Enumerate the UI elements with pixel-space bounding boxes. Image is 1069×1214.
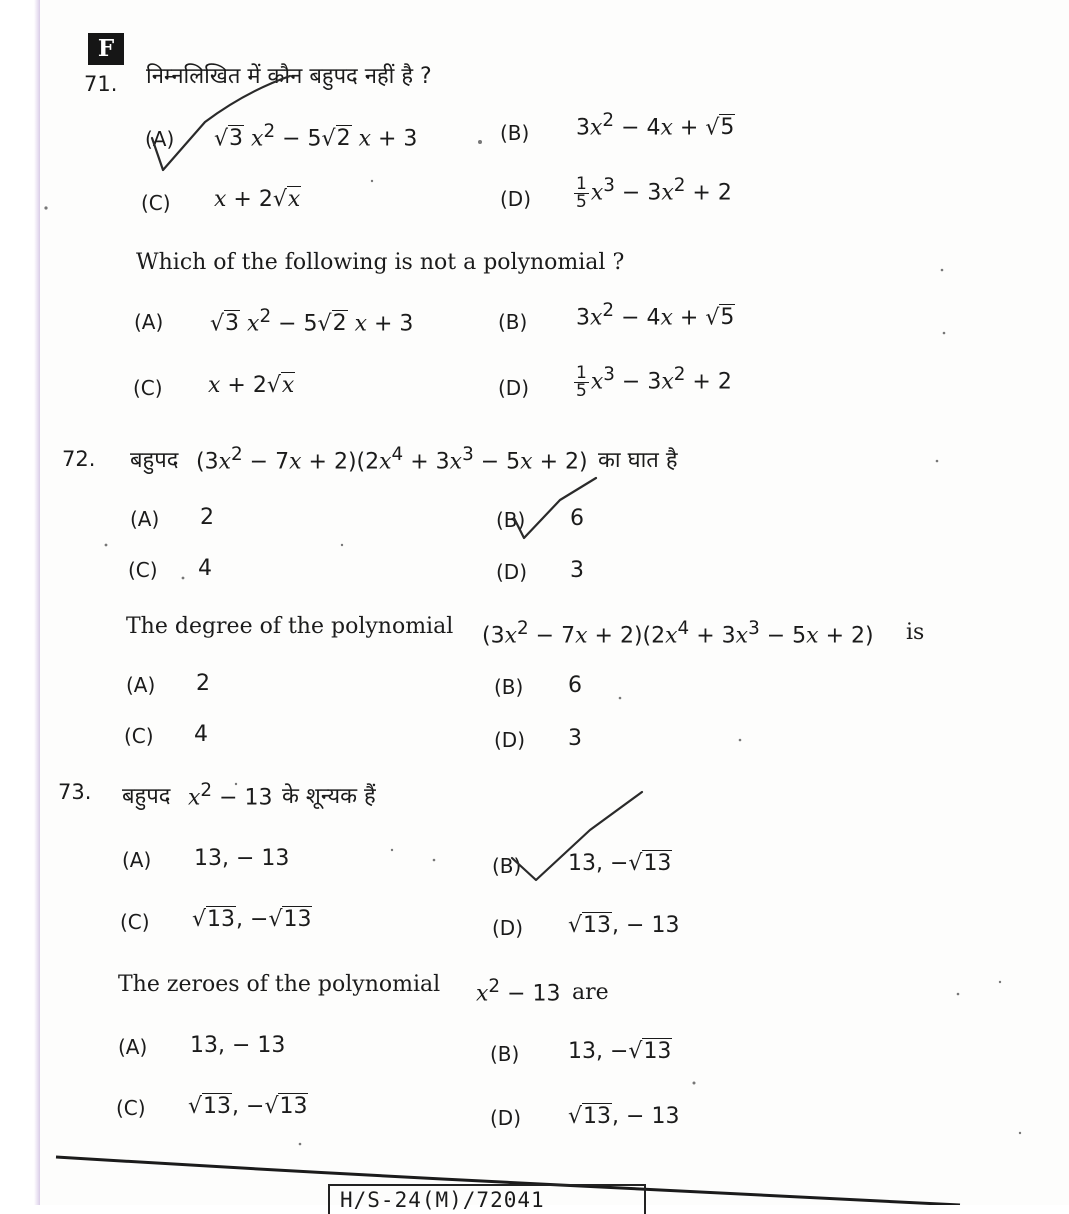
q71-hi-option-c: x + 2√x	[214, 187, 301, 212]
q71-hi-option-d-label: (D)	[500, 187, 532, 211]
q72-en-option-b-label: (B)	[494, 675, 524, 699]
q72-hi-option-d-label: (D)	[496, 560, 528, 584]
paper-specks	[44, 140, 1021, 1145]
q73-en-option-b: 13, −√13	[568, 1039, 672, 1064]
q71-en-option-b-label: (B)	[498, 310, 528, 334]
q72-hi-option-b-label: (B)	[496, 508, 526, 532]
q72-en-option-c: 4	[194, 722, 208, 747]
q71-en-option-c: x + 2√x	[208, 373, 295, 398]
q72-english-stem-end: is	[906, 620, 925, 645]
q72-hindi-stem-start: बहुपद	[130, 448, 179, 473]
q72-en-option-a-label: (A)	[126, 673, 156, 697]
q72-en-option-d: 3	[568, 726, 582, 751]
q71-en-option-d-label: (D)	[498, 376, 530, 400]
q71-en-option-c-label: (C)	[133, 376, 163, 400]
q73-en-option-c-label: (C)	[116, 1096, 146, 1120]
q73-hi-option-b-label: (B)	[492, 854, 522, 878]
q71-english-stem: Which of the following is not a polynomial ?	[136, 250, 625, 275]
q72-hi-option-d: 3	[570, 558, 584, 583]
footer-paper-code: H/S-24(M)/72041	[328, 1184, 646, 1214]
q73-en-option-a: 13, − 13	[190, 1033, 286, 1058]
q72-hi-option-a: 2	[200, 505, 214, 530]
q71-hi-option-b: $3x^2 - 4x + √5$	[576, 110, 735, 141]
q73-english-polynomial: $x^2 - 13$	[476, 976, 561, 1007]
q71-hi-option-b-label: (B)	[500, 121, 530, 145]
q71-en-option-a: √3 $x^2 - 5√2$ x + 3	[210, 306, 414, 337]
q72-english-stem-start: The degree of the polynomial	[126, 614, 454, 639]
q72-en-option-c-label: (C)	[124, 724, 154, 748]
q71-hindi-stem: निम्नलिखित में कौन बहुपद नहीं है ?	[146, 64, 432, 89]
q73-en-option-b-label: (B)	[490, 1042, 520, 1066]
q71-hi-option-c-label: (C)	[141, 191, 171, 215]
q73-hi-option-c: √13, −√13	[192, 907, 312, 932]
tick-mark-q73-b	[512, 792, 642, 880]
q72-en-option-d-label: (D)	[494, 728, 526, 752]
tick-mark-q71-a	[152, 76, 290, 170]
q73-hindi-stem-end: के शून्यक हैं	[282, 784, 376, 809]
q73-english-stem-end: are	[572, 980, 609, 1005]
q73-hi-option-d: √13, − 13	[568, 913, 680, 938]
q73-hindi-stem-start: बहुपद	[122, 784, 171, 809]
q72-english-polynomial: $(3x^2 - 7x + 2)(2x^4 + 3x^3 - 5x + 2)$	[482, 618, 874, 649]
q72-hi-option-b: 6	[570, 506, 584, 531]
q72-number: 72.	[62, 447, 96, 471]
q71-hi-option-a: √3 $x^2 - 5√2$ x + 3	[214, 121, 418, 152]
q72-hindi-stem-end: का घात है	[598, 448, 678, 473]
q72-hindi-polynomial: $(3x^2 - 7x + 2)(2x^4 + 3x^3 - 5x + 2)$	[196, 444, 588, 475]
q71-hi-option-a-label: (A)	[145, 127, 175, 151]
q73-en-option-c: √13, −√13	[188, 1094, 308, 1119]
q71-en-option-d: $\frac{1}{5}$ $x^3 - 3x^2 + 2$	[576, 362, 732, 401]
q71-hi-option-d: $\frac{1}{5}$ $x^3 - 3x^2 + 2$	[576, 173, 732, 212]
q73-hindi-polynomial: $x^2 - 13$	[188, 780, 273, 811]
q72-hi-option-c: 4	[198, 556, 212, 581]
q73-hi-option-a: 13, − 13	[194, 846, 290, 871]
q73-hi-option-c-label: (C)	[120, 910, 150, 934]
q73-english-stem-start: The zeroes of the polynomial	[118, 972, 441, 997]
q73-hi-option-b: 13, −√13	[568, 851, 672, 876]
tick-mark-q72-b	[514, 478, 596, 538]
q72-hi-option-a-label: (A)	[130, 507, 160, 531]
q73-en-option-d-label: (D)	[490, 1106, 522, 1130]
q73-en-option-a-label: (A)	[118, 1035, 148, 1059]
q73-number: 73.	[58, 780, 92, 804]
q72-en-option-a: 2	[196, 671, 210, 696]
q71-en-option-b: $3x^2 - 4x + √5$	[576, 300, 735, 331]
q71-number: 71.	[84, 72, 118, 96]
q73-en-option-d: √13, − 13	[568, 1104, 680, 1129]
set-badge: F	[88, 33, 124, 65]
q72-en-option-b: 6	[568, 673, 582, 698]
q71-en-option-a-label: (A)	[134, 310, 164, 334]
q73-hi-option-a-label: (A)	[122, 848, 152, 872]
q73-hi-option-d-label: (D)	[492, 916, 524, 940]
q72-hi-option-c-label: (C)	[128, 558, 158, 582]
